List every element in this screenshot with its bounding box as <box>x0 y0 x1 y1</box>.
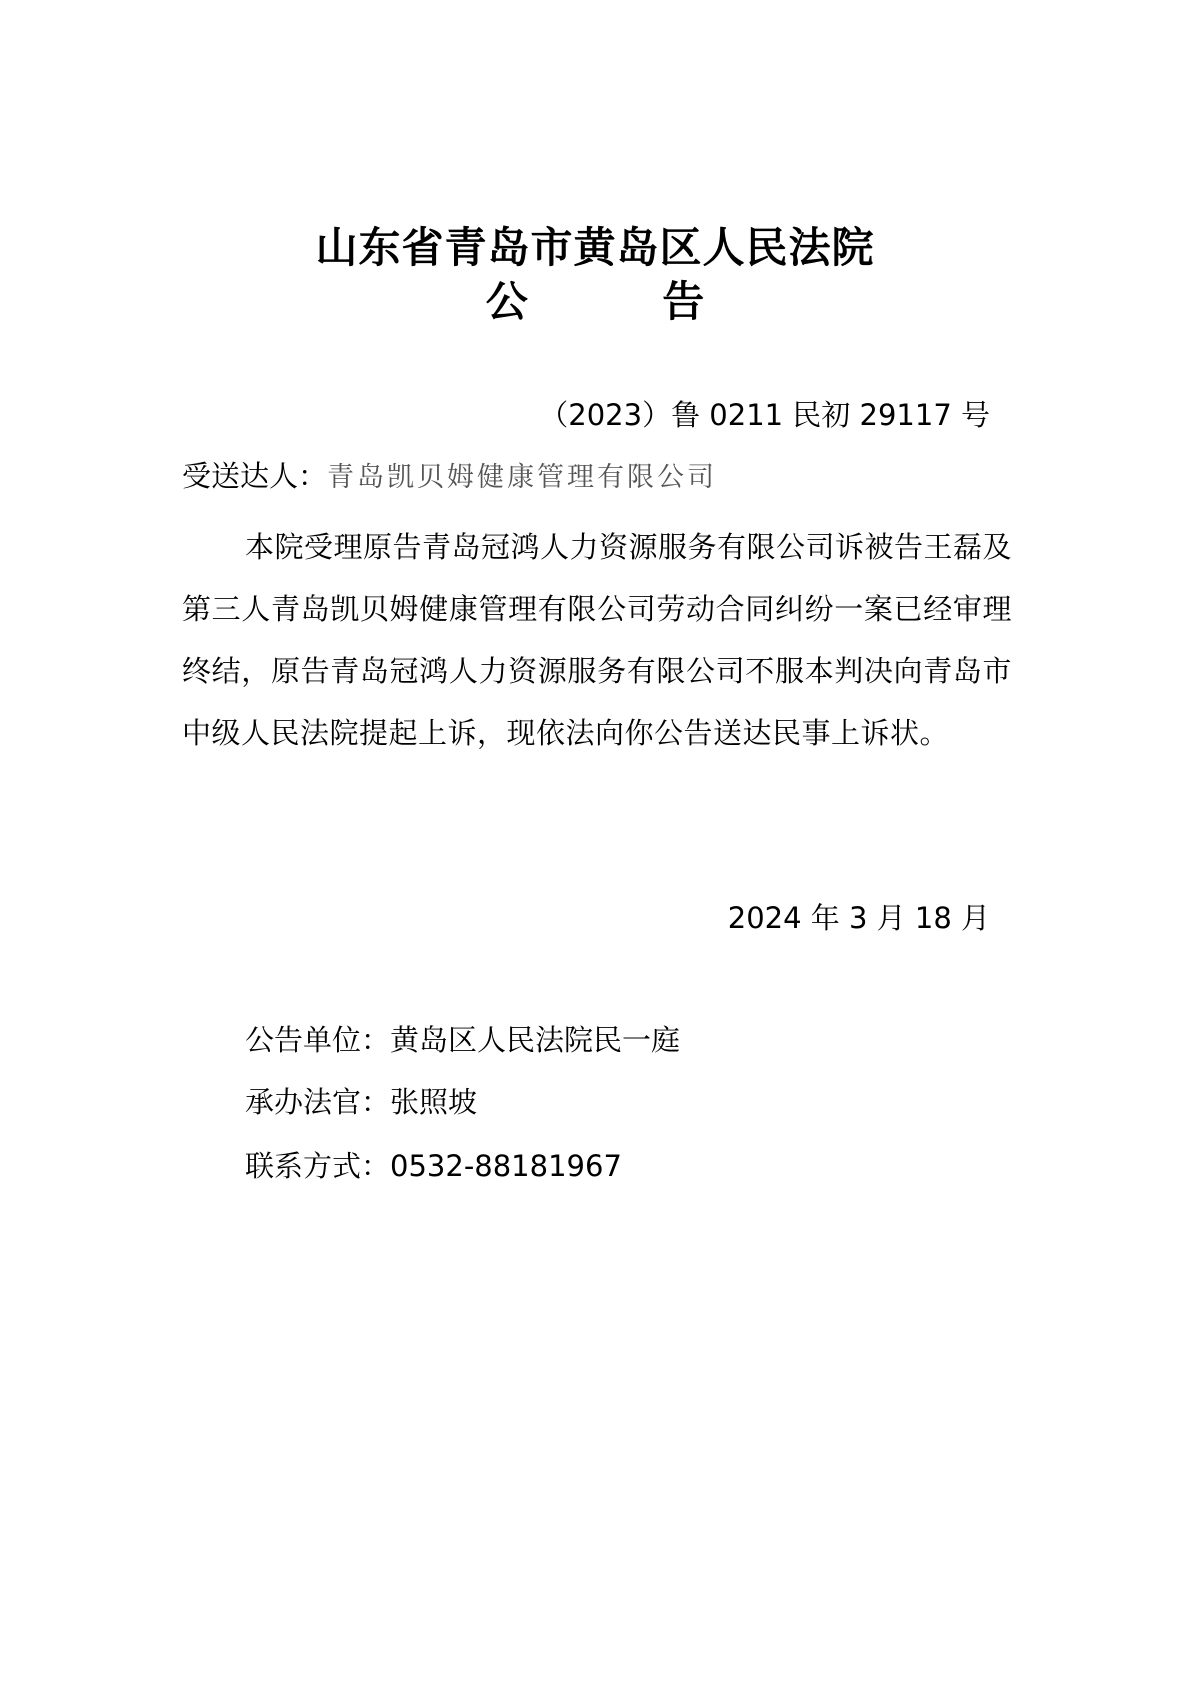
notice-date: 2024 年 3 月 18 月 <box>727 901 990 935</box>
recipient-name: 青岛凯贝姆健康管理有限公司 <box>327 462 718 493</box>
judge-label: 承办法官： <box>245 1085 391 1119</box>
contact-line <box>245 1146 622 1186</box>
issuing-unit-value: 黄岛区人民法院民一庭 <box>390 1023 681 1057</box>
notice-body: 本院受理原告青岛冠鸿人力资源服务有限公司诉被告王磊及第三人青岛凯贝姆健康管理有限公司劳动合同纠纷一案已经审理终结，原告青岛冠鸿人力资源服务有限公司不服本判决向青岛市中级人民法院提起上诉，现依法向你公告送达民事上诉状。 <box>182 530 1013 750</box>
court-name: 山东省青岛市黄岛区人民法院 <box>315 223 875 272</box>
judge-value: 张照坡 <box>390 1085 478 1119</box>
contact-value: 0532-88181967 <box>390 1149 622 1183</box>
document-title: 公 告 <box>485 277 765 326</box>
judge-line <box>245 1082 477 1122</box>
case-number: （2023）鲁 0211 民初 29117 号 <box>539 398 990 432</box>
contact-label: 联系方式： <box>245 1149 391 1183</box>
issuing-unit-line <box>245 1020 680 1060</box>
recipient-line <box>182 456 717 498</box>
issuing-unit-label: 公告单位： <box>245 1023 391 1057</box>
recipient-label: 受送达人： <box>182 459 328 493</box>
